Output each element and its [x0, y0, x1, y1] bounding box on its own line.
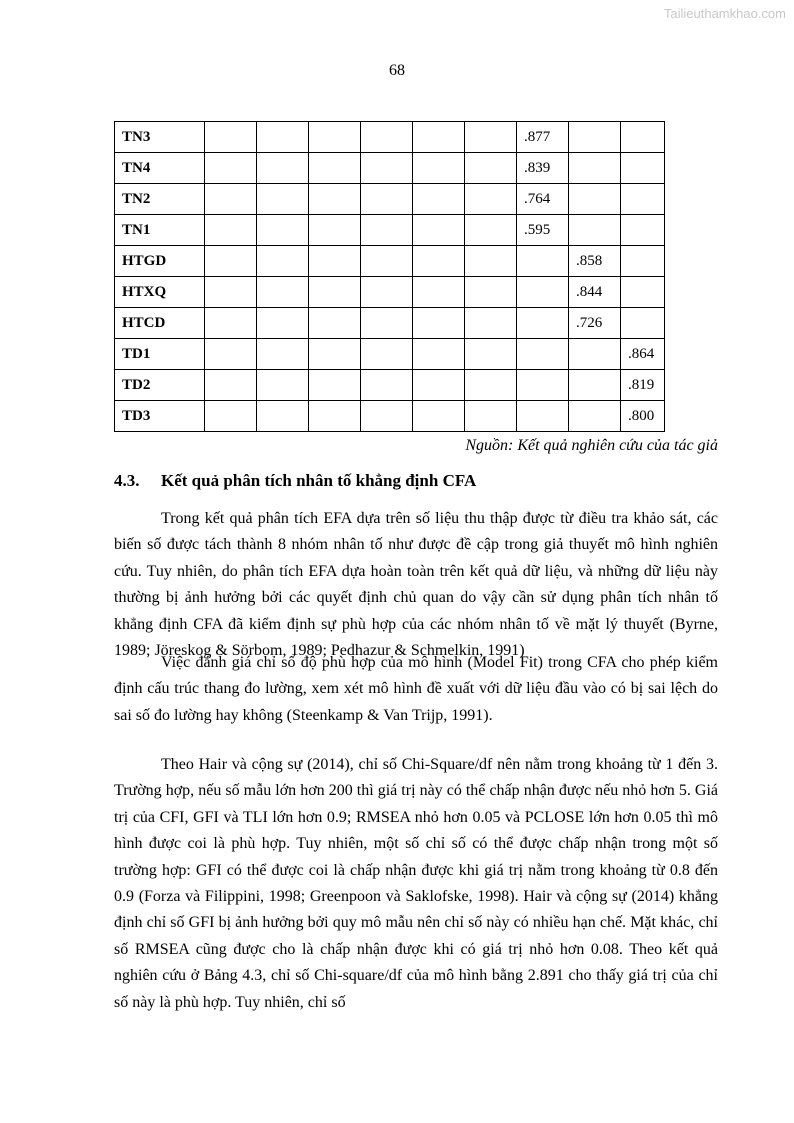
loading-cell	[205, 370, 257, 401]
loading-cell	[621, 215, 665, 246]
loading-cell	[569, 339, 621, 370]
loading-cell	[413, 401, 465, 432]
loading-cell	[361, 184, 413, 215]
loading-cell	[621, 246, 665, 277]
loading-cell: .858	[569, 246, 621, 277]
loading-cell	[517, 370, 569, 401]
table-row	[115, 215, 665, 246]
row-label: TN4	[115, 153, 205, 184]
loading-cell: .877	[517, 122, 569, 153]
loading-cell: .844	[569, 277, 621, 308]
loading-cell	[257, 246, 309, 277]
loading-cell: .839	[517, 153, 569, 184]
loading-cell	[621, 277, 665, 308]
row-label: TD3	[115, 401, 205, 432]
loading-cell	[257, 277, 309, 308]
paragraph: Trong kết quả phân tích EFA dựa trên số liệu thu thập được từ điều tra khảo sát, các biến số được tách thành 8 nhóm nhân tố như được đề cập trong giả thuyết mô hình nghiên cứu. Tuy nhiên, do phân tích EFA dựa hoàn toàn trên kết quả dữ liệu, và những dữ liệu này thường bị ảnh hưởng bởi các quyết định chủ quan do vậy cần sử dụng phân tích nhân tố khẳng định CFA đã kiểm định sự phù hợp của các nhóm nhân tố về mặt lý thuyết (Byrne, 1989; Jöreskog & Sörbom, 1989; Pedhazur & Schmelkin, 1991)	[114, 510, 718, 660]
loading-cell	[465, 184, 517, 215]
loading-cell	[621, 184, 665, 215]
loading-cell	[361, 153, 413, 184]
loading-cell	[465, 246, 517, 277]
table-row	[115, 370, 665, 401]
factor-loading-table	[114, 121, 665, 432]
loading-cell	[465, 277, 517, 308]
loading-cell	[413, 308, 465, 339]
section-title: Kết quả phân tích nhân tố khẳng định CFA	[161, 471, 477, 490]
loading-cell	[621, 308, 665, 339]
loading-cell: .800	[621, 401, 665, 432]
loading-cell	[465, 401, 517, 432]
loading-cell	[569, 401, 621, 432]
loading-cell	[465, 339, 517, 370]
loading-cell	[465, 153, 517, 184]
loading-cell	[361, 308, 413, 339]
row-label: TD1	[115, 339, 205, 370]
loading-cell	[465, 122, 517, 153]
table-row	[115, 308, 665, 339]
loading-cell	[205, 122, 257, 153]
loading-cell	[257, 401, 309, 432]
row-label: HTGD	[115, 246, 205, 277]
loading-cell	[309, 215, 361, 246]
loading-cell	[309, 277, 361, 308]
loading-cell	[309, 246, 361, 277]
loading-cell: .726	[569, 308, 621, 339]
loading-cell	[413, 277, 465, 308]
loading-cell	[309, 153, 361, 184]
loading-cell	[569, 184, 621, 215]
loading-cell: .819	[621, 370, 665, 401]
loading-cell	[413, 246, 465, 277]
loading-cell	[517, 277, 569, 308]
loading-cell	[517, 401, 569, 432]
page-number: 68	[389, 62, 405, 79]
row-label: HTXQ	[115, 277, 205, 308]
row-label: TN2	[115, 184, 205, 215]
row-label: TD2	[115, 370, 205, 401]
loading-cell	[621, 153, 665, 184]
table-source-note: Nguồn: Kết quả nghiên cứu của tác giả	[465, 437, 718, 454]
section-number: 4.3.	[114, 471, 140, 490]
loading-cell	[413, 184, 465, 215]
loading-cell	[257, 370, 309, 401]
table-row	[115, 339, 665, 370]
loading-cell	[257, 122, 309, 153]
loading-cell	[205, 401, 257, 432]
loading-cell	[205, 308, 257, 339]
loading-cell	[361, 370, 413, 401]
loading-cell	[257, 215, 309, 246]
table-row	[115, 184, 665, 215]
loading-cell	[309, 122, 361, 153]
table-body	[115, 122, 665, 432]
loading-cell	[257, 184, 309, 215]
paragraph: Việc đánh giá chỉ số độ phù hợp của mô hình (Model Fit) trong CFA cho phép kiểm định cấu trúc thang đo lường, xem xét mô hình đề xuất với dữ liệu đầu vào có bị sai lệch do sai số đo lường hay không (Steenkamp & Van Trijp, 1991).	[114, 654, 718, 724]
loading-cell	[205, 246, 257, 277]
loading-cell	[309, 370, 361, 401]
loading-cell: .764	[517, 184, 569, 215]
loading-cell	[413, 215, 465, 246]
loading-cell	[309, 308, 361, 339]
loading-cell: .595	[517, 215, 569, 246]
loading-cell: .864	[621, 339, 665, 370]
loading-cell	[205, 339, 257, 370]
watermark: Tailieuthamkhao.com	[663, 6, 786, 21]
loading-cell	[413, 370, 465, 401]
row-label: TN3	[115, 122, 205, 153]
loading-cell	[309, 339, 361, 370]
loading-cell	[257, 153, 309, 184]
loading-cell	[205, 215, 257, 246]
section-heading	[114, 471, 476, 491]
loading-cell	[205, 277, 257, 308]
loading-cell	[361, 122, 413, 153]
loading-cell	[465, 215, 517, 246]
loading-cell	[309, 184, 361, 215]
loading-cell	[413, 122, 465, 153]
loading-cell	[569, 215, 621, 246]
table-row	[115, 277, 665, 308]
loading-cell	[569, 153, 621, 184]
loading-cell	[465, 370, 517, 401]
loading-cell	[361, 339, 413, 370]
loading-cell	[361, 277, 413, 308]
loading-cell	[257, 339, 309, 370]
table-row	[115, 246, 665, 277]
loading-cell	[517, 246, 569, 277]
loading-cell	[361, 401, 413, 432]
loading-cell	[205, 153, 257, 184]
loading-cell	[361, 215, 413, 246]
row-label: TN1	[115, 215, 205, 246]
loading-cell	[413, 339, 465, 370]
loading-cell	[257, 308, 309, 339]
loading-cell	[205, 184, 257, 215]
loading-cell	[569, 370, 621, 401]
loading-cell	[413, 153, 465, 184]
loading-cell	[517, 339, 569, 370]
table-row	[115, 122, 665, 153]
loading-cell	[361, 246, 413, 277]
paragraph: Theo Hair và cộng sự (2014), chỉ số Chi-Square/df nên nằm trong khoảng từ 1 đến 3. Trường hợp, nếu số mẫu lớn hơn 200 thì giá trị này có thể chấp nhận được nếu nhỏ hơn 5. Giá trị của CFI, GFI và TLI lớn hơn 0.9; RMSEA nhỏ hơn 0.05 và PCLOSE lớn hơn 0.05 thì mô hình được coi là phù hợp. Tuy nhiên, một số chỉ số có thể được chấp nhận trong một số trường hợp: GFI có thể được coi là chấp nhận được khi giá trị nằm trong khoảng từ 0.8 đến 0.9 (Forza và Filippini, 1998; Greenpoon và Saklofske, 1998). Hair và cộng sự (2014) khẳng định chỉ số GFI bị ảnh hưởng bởi quy mô mẫu nên chỉ số này có nhiều hạn chế. Mặt khác, chỉ số RMSEA cũng được cho là chấp nhận được khi có giá trị nhỏ hơn 0.08. Theo kết quả nghiên cứu ở Bảng 4.3, chỉ số Chi-square/df của mô hình bằng 2.891 cho thấy giá trị của chỉ số này là phù hợp. Tuy nhiên, chỉ số	[114, 756, 718, 1011]
loading-cell	[465, 308, 517, 339]
table-row	[115, 153, 665, 184]
loading-cell	[309, 401, 361, 432]
row-label: HTCD	[115, 308, 205, 339]
loading-cell	[517, 308, 569, 339]
loading-cell	[621, 122, 665, 153]
loading-cell	[569, 122, 621, 153]
table-row	[115, 401, 665, 432]
